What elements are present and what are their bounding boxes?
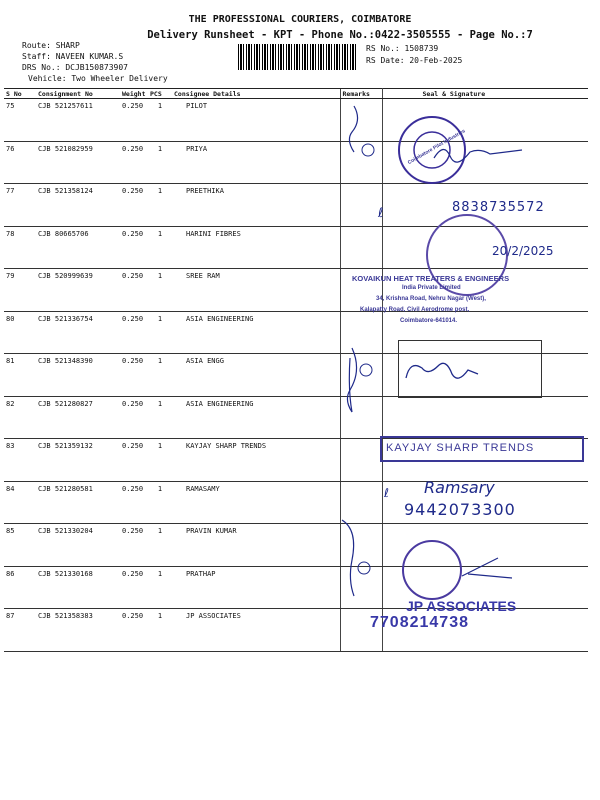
prathap-seal — [402, 540, 462, 600]
row-consignee: PRIYA — [172, 141, 340, 184]
row-consignment-no: CJB 521336754 — [36, 311, 120, 354]
row-pcs: 1 — [148, 226, 172, 269]
row-seal-signature — [382, 396, 588, 439]
row-sno: 83 — [4, 439, 36, 482]
col-weight: Weight — [120, 89, 148, 99]
seal-line-2: 34, Krishna Road, Nehru Nagar (West), — [376, 296, 486, 302]
seal-line-3: Kalapatty Road, Civil Aerodrome post, — [360, 307, 470, 313]
row-consignment-no: CJB 521257611 — [36, 99, 120, 142]
row-consignee: RAMASAMY — [172, 481, 340, 524]
row-weight: 0.250 — [120, 439, 148, 482]
date-79: 20/2/2025 — [492, 244, 554, 258]
row-consignment-no: CJB 80665706 — [36, 226, 120, 269]
runsheet-title: Delivery Runsheet - KPT - Phone No.:0422-3505555 - Page No.:7 — [147, 29, 533, 41]
row-weight: 0.250 — [120, 226, 148, 269]
pilot-stamp-text: Coimbatore Pilot Industries — [406, 128, 467, 166]
row-pcs: 1 — [148, 396, 172, 439]
kayjay-stamp — [380, 436, 584, 462]
seal-line-1: India Private Limited — [402, 285, 461, 291]
barcode — [238, 44, 356, 70]
row-weight: 0.250 — [120, 99, 148, 142]
row-pcs: 1 — [148, 439, 172, 482]
row-consignee: ASIA ENGINEERING — [172, 396, 340, 439]
row-consignee: PRATHAP — [172, 566, 340, 609]
rs-number: RS No.: 1508739 — [366, 44, 439, 53]
row-sno: 82 — [4, 396, 36, 439]
row-pcs: 1 — [148, 311, 172, 354]
row-sno: 81 — [4, 354, 36, 397]
row-pcs: 1 — [148, 609, 172, 652]
row-pcs: 1 — [148, 524, 172, 567]
row-consignment-no: CJB 521330168 — [36, 566, 120, 609]
row-sno: 85 — [4, 524, 36, 567]
seal-line-4: Coimbatore-641014. — [400, 318, 458, 324]
mark-78: ℓ — [378, 206, 384, 221]
row-sno: 77 — [4, 184, 36, 227]
drs-number: DRS No.: DCJB150873907 — [22, 63, 128, 72]
table-header-row — [4, 89, 588, 99]
row-consignment-no: CJB 521358124 — [36, 184, 120, 227]
row-consignment-no: CJB 520999639 — [36, 269, 120, 312]
row-pcs: 1 — [148, 481, 172, 524]
row-weight: 0.250 — [120, 184, 148, 227]
signature-81 — [402, 354, 482, 390]
row-pcs: 1 — [148, 184, 172, 227]
phone-85: 9442073300 — [404, 500, 516, 519]
row-sno: 75 — [4, 99, 36, 142]
route-label: Route: SHARP — [22, 41, 80, 50]
row-consignee: HARINI FIBRES — [172, 226, 340, 269]
row-consignee: PRAVIN KUMAR — [172, 524, 340, 567]
row-weight: 0.250 — [120, 269, 148, 312]
company-name: THE PROFESSIONAL COURIERS, COIMBATORE — [188, 14, 412, 25]
row-pcs: 1 — [148, 99, 172, 142]
row-consignee: PREETHIKA — [172, 184, 340, 227]
row-weight: 0.250 — [120, 141, 148, 184]
row-consignment-no: CJB 521280827 — [36, 396, 120, 439]
phone-78: 8838735572 — [452, 200, 545, 215]
remark-marks — [336, 100, 376, 600]
row-consignment-no: CJB 521358383 — [36, 609, 120, 652]
col-consignee: Consignee Details — [172, 89, 340, 99]
mark-84: ℓ — [384, 486, 389, 500]
col-seal: Seal & Signature — [382, 89, 588, 99]
vehicle-label: Vehicle: Two Wheeler Delivery — [28, 74, 168, 83]
signature-86 — [458, 548, 518, 584]
seal-company: KOVAIKUN HEAT TREATERS & ENGINEERS — [352, 274, 510, 283]
kayjay-stamp-text: KAYJAY SHARP TRENDS — [386, 442, 535, 454]
row-pcs: 1 — [148, 566, 172, 609]
row-consignee: PILOT — [172, 99, 340, 142]
jp-stamp-name: JP ASSOCIATES — [406, 598, 517, 614]
row-sno: 78 — [4, 226, 36, 269]
row-consignee: KAYJAY SHARP TRENDS — [172, 439, 340, 482]
signature-84: Ramsary — [424, 478, 495, 497]
row-sno: 84 — [4, 481, 36, 524]
row-consignee: ASIA ENGINEERING — [172, 311, 340, 354]
row-pcs: 1 — [148, 354, 172, 397]
table-row — [4, 396, 588, 439]
col-pcs: PCS — [148, 89, 172, 99]
col-sno: S No — [4, 89, 36, 99]
row-consignment-no: CJB 521082959 — [36, 141, 120, 184]
row-weight: 0.250 — [120, 311, 148, 354]
row-consignment-no: CJB 521359132 — [36, 439, 120, 482]
row-pcs: 1 — [148, 269, 172, 312]
row-weight: 0.250 — [120, 524, 148, 567]
row-weight: 0.250 — [120, 481, 148, 524]
staff-label: Staff: NAVEEN KUMAR.S — [22, 52, 124, 61]
row-sno: 86 — [4, 566, 36, 609]
row-consignee: SREE RAM — [172, 269, 340, 312]
row-consignee: JP ASSOCIATES — [172, 609, 340, 652]
row-pcs: 1 — [148, 141, 172, 184]
row-consignment-no: CJB 521280581 — [36, 481, 120, 524]
row-sno: 76 — [4, 141, 36, 184]
row-sno: 79 — [4, 269, 36, 312]
signature-76 — [430, 140, 530, 164]
row-weight: 0.250 — [120, 354, 148, 397]
table-row — [4, 99, 588, 142]
col-consignment: Consignment No — [36, 89, 120, 99]
row-consignee: ASIA ENGG — [172, 354, 340, 397]
row-sno: 87 — [4, 609, 36, 652]
row-sno: 80 — [4, 311, 36, 354]
row-weight: 0.250 — [120, 566, 148, 609]
rs-date: RS Date: 20-Feb-2025 — [366, 56, 463, 65]
col-remarks: Remarks — [340, 89, 382, 99]
row-weight: 0.250 — [120, 396, 148, 439]
jp-stamp-phone: 7708214738 — [370, 614, 469, 631]
row-consignment-no: CJB 521330204 — [36, 524, 120, 567]
row-weight: 0.250 — [120, 609, 148, 652]
table-row — [4, 609, 588, 652]
row-consignment-no: CJB 521348390 — [36, 354, 120, 397]
